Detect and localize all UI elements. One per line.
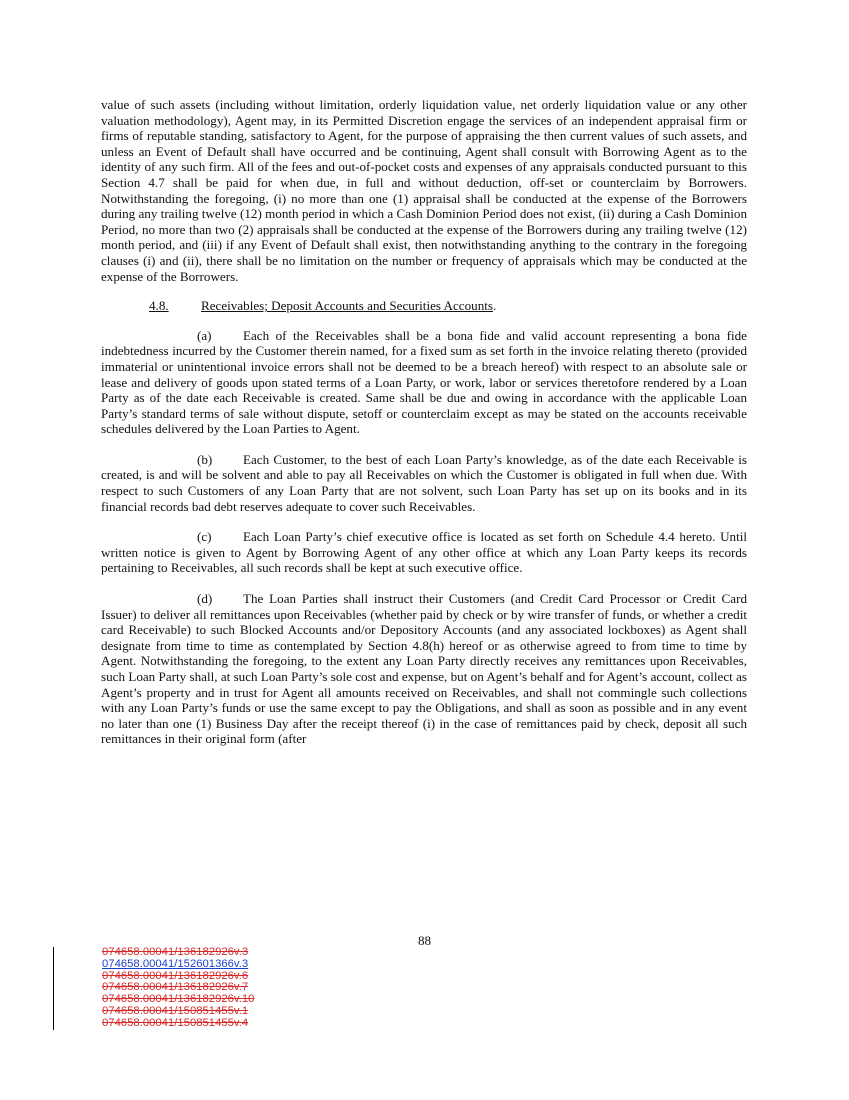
document-id-deleted: 074658.00041/136182926v.3 [102,946,249,958]
subsection-label: (c) [197,529,212,545]
document-body [101,97,747,762]
document-id-block [53,947,302,1030]
subsection-c [101,529,747,576]
section-heading [101,298,747,314]
document-id-deleted: 074658.00041/136182926v.10 [102,993,255,1006]
intro-paragraph: value of such assets (including without limitation, orderly liquidation value, net orderly liquidation value or any other valuation methodology), Agent may, in its Permitted Discretion engage the services of an independent appraisal firm or firms of reputable standing, satisfactory to Agent, for the purpose of appraising the then current values of such assets, and unless an Event of Default shall have occurred and be continuing, Agent shall consult with Borrowing Agent as to the identity of any such firm. All of the fees and out-of-pocket costs and expenses of any appraisals conducted pursuant to this Section 4.7 shall be paid for when due, in full and without deduction, off-set or counterclaim by Borrowers. Notwithstanding the foregoing, (i) no more than one (1) appraisal shall be conducted at the expense of the Borrowers during any trailing twelve (12) month period in which a Cash Dominion Period does not exist, (ii) during a Cash Dominion Period, no more than two (2) appraisals shall be conducted at the expense of the Borrowers during any trailing twelve (12) month period, and (iii) if any Event of Default shall exist, then notwithstanding anything to the contrary in the foregoing clauses (i) and (ii), there shall be no limitation on the number or frequency of appraisals which may be conducted at the expense of the Borrowers. [101,97,747,284]
subsection-text: The Loan Parties shall instruct their Customers (and Credit Card Processor or Credit Card Issuer) to deliver all remittances upon Receivables (whether paid by check or by wire transfer of funds, or whether a credit card Receivable) to such Blocked Accounts and/or Depository Accounts (and any associated lockboxes) as Agent shall designate from time to time as contemplated by Section 4.8(h) hereof or as otherwise agreed to from time to time by Agent. Notwithstanding the foregoing, to the extent any Loan Party directly receives any remittances upon Receivables, such Loan Party shall, at such Loan Party’s sole cost and expense, but on Agent’s behalf and for Agent’s account, collect as Agent’s property and in trust for Agent all amounts received on Receivables, and shall not commingle such collections with any Loan Party’s funds or use the same except to pay the Obligations, and shall as soon as possible and in any event no later than one (1) Business Day after the receipt thereof (i) in the case of remittances paid by check, deposit all such remittances in their original form (after [101,591,747,747]
subsection-label: (a) [197,327,212,343]
document-id-deleted: 074658.00041/150851455v.1 [102,1004,249,1017]
subsection-d [101,591,747,747]
document-id-deleted: 074658.00041/136182926v.7 [102,981,249,994]
section-title: Receivables; Deposit Accounts and Securities Accounts [201,298,493,314]
page-number: 88 [417,933,432,948]
subsection-a [101,328,747,437]
subsection-label: (d) [197,591,213,607]
document-id-inserted: 074658.00041/152601366v.3 [102,957,249,970]
section-title-period: . [493,298,497,314]
section-number: 4.8. [149,298,169,314]
subsection-text: Each Loan Party’s chief executive office is located as set forth on Schedule 4.4 hereto. Until written notice is given to Agent by Borrowing Agent of any other office at which any Loan Party keeps its records pertaining to Receivables, all such records shall be kept at such executive office. [101,529,747,576]
subsection-b [101,452,747,514]
document-id-deleted: 074658.00041/136182926v.6 [102,969,249,982]
subsection-text: Each Customer, to the best of each Loan Party’s knowledge, as of the date each Receivable is created, is and will be solvent and able to pay all Receivables on which the Customer is obligated in full when due. With respect to such Customers of any Loan Party that are not solvent, such Loan Party has set up on its books and in its financial records bad debt reserves adequate to cover such Receivables. [101,451,747,514]
document-id-deleted: 074658.00041/150851455v.4 [102,1016,249,1029]
subsection-text: Each of the Receivables shall be a bona fide and valid account representing a bona fide indebtedness incurred by the Customer therein named, for a fixed sum as set forth in the invoice relating thereto (provided immaterial or unintentional invoice errors shall not be deemed to be a breach hereof) with respect to an absolute sale or lease and delivery of goods upon stated terms of a Loan Party, or work, labor or services theretofore rendered by a Loan Party as of the date each Receivable is created. Same shall be due and owing in accordance with the applicable Loan Party’s standard terms of sale without dispute, setoff or counterclaim except as may be stated on the accounts receivable schedules delivered by the Loan Parties to Agent. [101,327,747,437]
subsection-label: (b) [197,451,213,467]
